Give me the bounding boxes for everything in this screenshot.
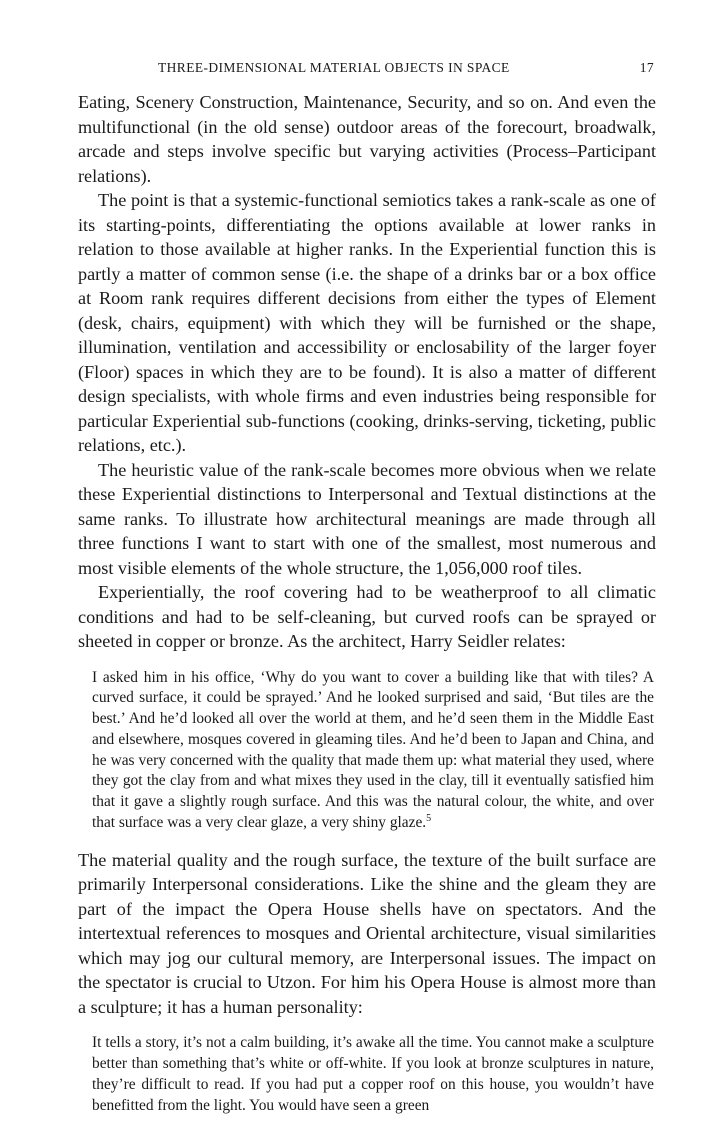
quote-text: It tells a story, it’s not a calm building, it’s awake all the time. You cannot make a sculpture better than something that’s white or off-white. If you look at bronze sculptures in nature, they’re difficult to read. If you had put a copper roof on this house, you wouldn’t have benefitted from the light. You would have seen a green bbox=[92, 1034, 654, 1114]
book-page bbox=[78, 60, 656, 1117]
footnote-reference: 5 bbox=[426, 812, 432, 824]
running-title: THREE-DIMENSIONAL MATERIAL OBJECTS IN SPACE bbox=[158, 60, 510, 75]
quote-text: I asked him in his office, ‘Why do you want to cover a building like that with tiles? A curved surface, it could be sprayed.’ And he looked surprised and said, ‘But tiles are the best.’ And he’d looked all over the world at them, and he’d seen them in the Middle East and elsewhere, mosques covered in gleaming tiles. And he’d been to Japan and China, and he was very concerned with the quality that made them up: what material they used, where they got the clay from and what mixes they used in the clay, till it eventually satisfied him that it gave a slightly rough surface. And this was the natural colour, the white, and over that surface was a very clear glaze, a very shiny glaze. bbox=[92, 668, 654, 832]
paragraph-2: The point is that a systemic-functional semiotics takes a rank-scale as one of its starting-points, differentiating the options available at lower ranks in relation to those available at higher ranks. In the Experiential function this is partly a matter of common sense (i.e. the shape of a drinks bar or a box office at Room rank requires different decisions from either the types of Element (desk, chairs, equipment) with which they will be furnished or the shape, illumination, ventilation and accessibility or enclosability of the larger foyer (Floor) spaces in which they are to be found). It is also a matter of different design specialists, with whole firms and even industries being responsible for particular Experiential sub-functions (cooking, drinks-serving, ticketing, public relations, etc.). bbox=[78, 190, 656, 455]
paragraph-4: Experientially, the roof covering had to be weatherproof to all climatic conditions and had to be self-cleaning, but curved roofs can be sprayed or sheeted in copper or bronze. As the architect, Harry Seidler relates: bbox=[78, 582, 656, 651]
block-quote-seidler bbox=[92, 668, 654, 834]
body-text bbox=[78, 90, 656, 1117]
paragraph-5: The material quality and the rough surface, the texture of the built surface are primarily Interpersonal considerations. Like the shine and the gleam they are part of the impact the Opera House shells have on spectators. And the intertextual references to mosques and Oriental architecture, visual similarities which may jog our cultural memory, are Interpersonal issues. The impact on the spectator is crucial to Utzon. For him his Opera House is almost more than a sculpture; it has a human personality: bbox=[78, 849, 656, 1017]
paragraph-3: The heuristic value of the rank-scale becomes more obvious when we relate these Experiential distinctions to Interpersonal and Textual distinctions at the same ranks. To illustrate how architectural meanings are made through all three functions I want to start with one of the smallest, most numerous and most visible elements of the whole structure, the 1,056,000 roof tiles. bbox=[78, 459, 656, 578]
block-quote-utzon bbox=[92, 1033, 654, 1116]
paragraph-1: Eating, Scenery Construction, Maintenance, Security, and so on. And even the multifunctional (in the old sense) outdoor areas of the forecourt, broadwalk, arcade and steps involve specific but varying activities (Process–Participant relations). bbox=[78, 92, 656, 186]
page-number: 17 bbox=[639, 60, 654, 75]
running-header bbox=[78, 60, 656, 82]
